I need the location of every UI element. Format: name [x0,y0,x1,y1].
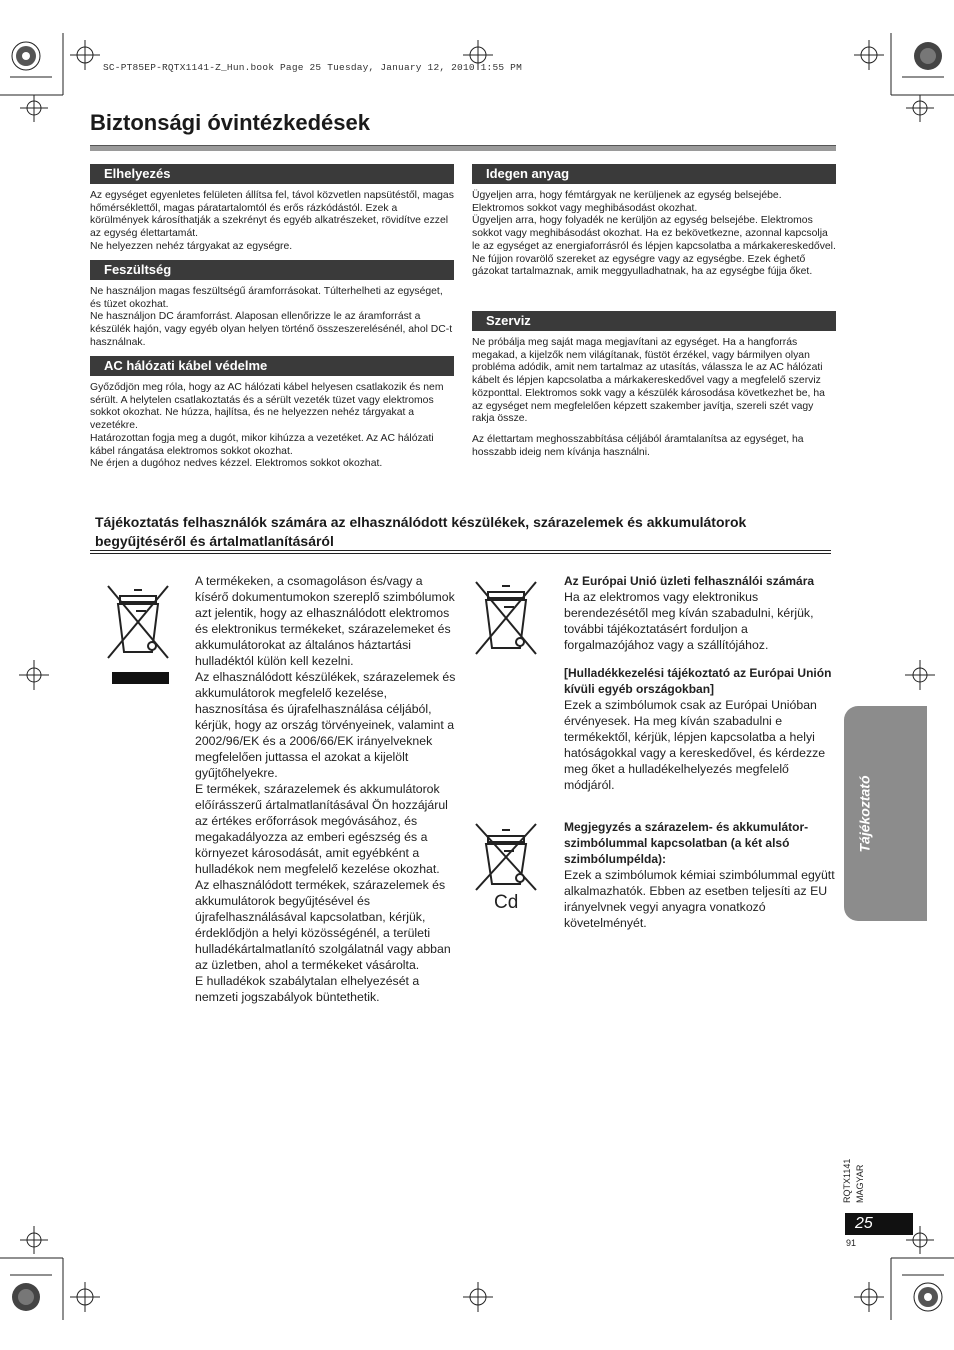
paragraph: Ne használjon magas feszültségű áramforrásokat. Túlterhelheti az egységet, és tüzet okozhat. [90,286,443,310]
disposal-eu-text [564,573,836,793]
section-heading: AC hálózati kábel védelme [90,356,454,376]
section-feszultseg [90,260,454,350]
print-header-line: SC-PT85EP-RQTX1141-Z_Hun.book Page 25 Tuesday, January 12, 2010 1:55 PM [103,62,522,73]
paragraph: Ezek a szimbólumok csak az Európai Unióban érvényesek. Ha meg kíván szabadulni e termékektől, kérjük, lépjen kapcsolatba a helyi hatóságokkal vagy a kereskedővel, és kérdezze meg őket a hulladékelhelyezés megfelelő módjáról. [564,698,826,792]
paragraph: Ha az elektromos vagy elektronikus berendezésétől meg kíván szabadulni, kérjük, további tájékoztatásért forduljon a forgalmazójához vagy a szállítójához. [564,590,814,652]
section-body [472,190,836,279]
paragraph: Ügyeljen arra, hogy folyadék ne kerüljön az egység belsejébe. Elektromos sokkot vagy meghibásodást okozhat. Ha ez bekövetkezne, azonnal kapcsolja le az egységet az energiaforrásról és lépjen kapcsolatba a márkakereskedővel. [472,215,836,252]
chemical-symbol: Cd [494,892,519,913]
crossed-bin-icon [104,580,172,686]
paragraph: Az elhasználódott készülékek, szárazelemek és akkumulátorok megfelelő kezelése, hasznosítása és újrafelhasználása céljából, kérjük, hogy az ország törvényeinek, valamint a 2002/96/EK és a 2006/66/EK irányelveknek megfelelően juttassa el azokat a kijelölt gyűjtőhelyekre. [195,670,456,780]
section-body [472,337,836,459]
paragraph: Az elhasználódott termékek, szárazelemek és akkumulátorok begyűjtésével és újrafelhasználásával kapcsolatban, kérjük, érdeklődjön a helyi közösségénél, a területi hulladékártalmatlanító szolgálatnál vagy abban az üzletben, ahol a termékeket vásárolta. [195,878,451,972]
section-body [90,382,454,471]
paragraph: Ügyeljen arra, hogy fémtárgyak ne kerüljenek az egység belsejébe. Elektromos sokkot vagy meghibásodást okozhat. [472,190,782,214]
section-body [90,190,454,254]
language-label: MAGYAR [855,1164,865,1203]
paragraph: E termékek, szárazelemek és akkumulátorok előírásszerű ártalmatlanításával Ön hozzájárul az értékes erőforrások megóvásához, és megakadályozza az emberi egészség és a környezet károsodását, amit egyébként a hulladékok nem megfelelő kezelése okozhat. [195,782,448,876]
disposal-heading-line2: begyűjtéséről és ártalmatlanításáról [95,533,334,549]
crossed-bin-icon [472,576,540,656]
section-heading: Elhelyezés [90,164,454,184]
outside-eu-heading: [Hulladékkezelési tájékoztató az Európai Unión kívüli egyéb országokban] [564,666,832,696]
side-tab-label: Tájékoztató [856,774,873,853]
title-rule [90,145,836,151]
section-body [90,286,454,350]
page-number: 25 [845,1213,913,1235]
section-heading: Idegen anyag [472,164,836,184]
page-title: Biztonsági óvintézkedések [90,110,370,135]
disposal-left-text [195,573,457,1005]
paragraph: Az élettartam meghosszabbítása céljából áramtalanítsa az egységet, ha hosszabb ideig nem kívánja használni. [472,433,804,458]
paragraph: Ezek a szimbólumok kémiai szimbólummal együtt alkalmazhatók. Ebben az esetben teljesíti az EU irányelvnek vegyi anyagra vonatkozó követelményét. [564,868,835,930]
paragraph: Határozottan fogja meg a dugót, mikor kihúzza a vezetéket. Az AC hálózati kábel rángatása elektromos sokkot okozhat. [90,432,434,457]
section-heading: Feszültség [90,260,454,280]
paragraph: Ne használjon DC áramforrást. Alaposan ellenőrizze le az áramforrást a készülék hajón, vagy egyéb olyan helyen történő összeszerelésénél, ahol DC-t használnak. [90,311,453,348]
section-ac-kabel [90,356,454,471]
section-idegen-anyag [472,164,836,279]
disposal-note-text [564,819,836,931]
section-szerviz [472,311,836,459]
paragraph: Ne fújjon rovarölő szereket az egységre vagy az egységbe. Ezek éghető gázokat tartalmaznak, amik meggyulladhatnak, ha az egységbe fújja őket. [472,253,813,278]
paragraph: Ne érjen a dugóhoz nedves kézzel. Elektromos sokkot okozhat. [90,458,383,470]
paragraph: A termékeken, a csomagoláson és/vagy a kísérő dokumentumokon szereplő szimbólumok azt jelentik, hogy az elhasználódott elektromos és elektronikus termékeket, szárazelemeket és akkumulátorokat az általános háztartási hulladéktól külön kell kezelni. [195,574,455,668]
small-page-number: 91 [846,1238,857,1248]
paragraph: Győződjön meg róla, hogy az AC hálózati kábel helyesen csatlakozik és nem sérült. A helytelen csatlakoztatás és a sérült vezeték tüzet vagy elektromos sokkot okozhat. Ne húzza, hajlítsa, és ne helyezzen nehéz tárgyakat a vezetékre. [90,382,444,432]
paragraph: Az egységet egyenletes felületen állítsa fel, távol közvetlen napsütéstől, magas hőmérséklettől, magas páratartalomtól és erős rázkódástól. Ezek a körülmények károsíthatják a szekrényt és egyéb alkatrészeket, rövidítve ezzel az egység élettartamát. [90,190,454,240]
paragraph: Ne próbálja meg saját maga megjavítani az egységet. Ha a hangforrás megakad, a kijelzők nem világítanak, füstöt érzékel, vagy bármilyen olyan probléma adódik, amit nem tartalmaz az utasítás, válassza le az AC hálózati kábelt és lépjen kapcsolatba a márkakereskedővel vagy a megfelelő szerviz központtal. Elektromos sokk vagy a készülék károsodása következhet be, ha az egységet nem megfelelően képzett szakember javítja, szereli szét vagy rakja össze. [472,337,825,425]
disposal-rule [90,550,831,554]
section-heading: Szerviz [472,311,836,331]
note-heading: Megjegyzés a szárazelem- és akkumulátor-szimbólummal kapcsolatban (a két alsó szimbólumpélda): [564,820,809,866]
paragraph: Ne helyezzen nehéz tárgyakat az egységre. [90,240,293,252]
disposal-heading-line1: Tájékoztatás felhasználók számára az elhasználódott készülékek, szárazelemek és akkumulátorok [95,514,747,530]
doc-code: RQTX1141 [842,1158,852,1203]
eu-business-heading: Az Európai Unió üzleti felhasználói számára [564,574,815,588]
section-elhelyezes [90,164,454,254]
disposal-heading [95,513,795,551]
paragraph: E hulladékok szabálytalan elhelyezését a nemzeti jogszabályok büntethetik. [195,974,420,1004]
